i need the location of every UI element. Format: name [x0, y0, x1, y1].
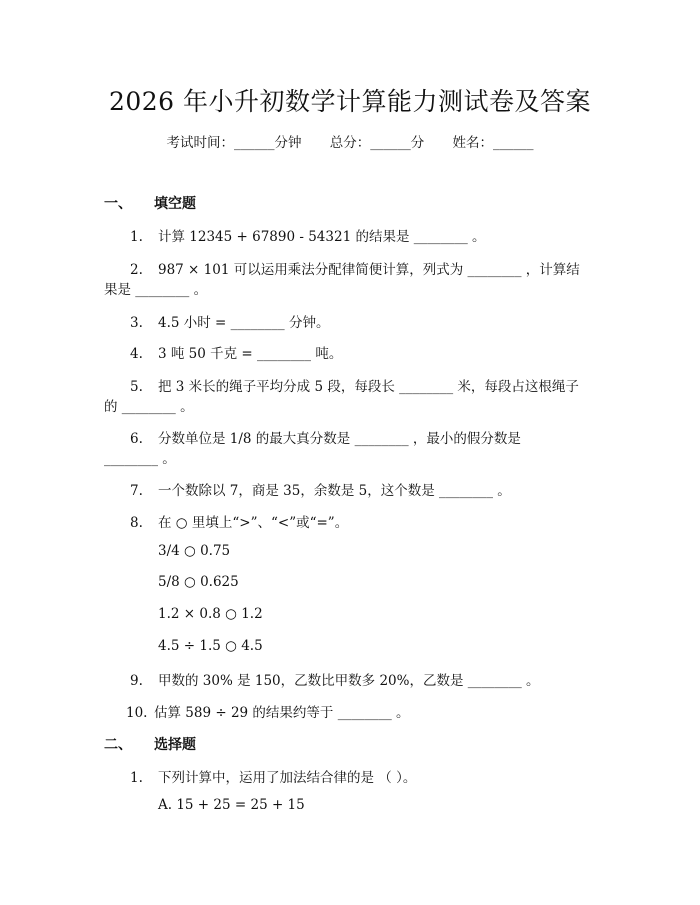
question-2: 2. 987 × 101 可以运用乘法分配律简便计算，列式为 ________ ，计算结	[130, 262, 580, 278]
question-7: 7. 一个数除以 7，商是 35，余数是 5，这个数是 ________ 。	[130, 483, 511, 499]
student-name: 姓名：______	[452, 135, 534, 151]
section-heading-choice	[104, 734, 196, 754]
exam-time: 考试时间：______分钟	[166, 135, 302, 151]
section-heading-fill	[104, 193, 196, 213]
question-6-cont: ________ 。	[104, 451, 176, 467]
question-1: 1. 计算 12345 + 67890 - 54321 的结果是 ________ 。	[130, 229, 486, 245]
question-4: 4. 3 吨 50 千克 = ________ 吨。	[130, 346, 343, 362]
question-10: 10. 估算 589 ÷ 29 的结果约等于 ________ 。	[126, 705, 410, 721]
exam-meta	[0, 131, 700, 151]
compare-item: 5/8 ○ 0.625	[158, 574, 239, 590]
question-8: 8. 在 ○ 里填上“>”、“<”或“=”。	[130, 515, 349, 531]
section-number: 一、	[104, 196, 132, 212]
section-number: 二、	[104, 737, 132, 753]
exam-score: 总分：______分	[329, 135, 425, 151]
question-3: 3. 4.5 小时 = ________ 分钟。	[130, 315, 330, 331]
page-title: 2026 年小升初数学计算能力测试卷及答案	[108, 87, 592, 116]
question-2-cont: 果是 ________ 。	[104, 282, 208, 298]
compare-item: 3/4 ○ 0.75	[158, 543, 231, 559]
compare-item: 1.2 × 0.8 ○ 1.2	[158, 606, 263, 622]
section-label: 填空题	[154, 196, 196, 212]
choice-question-1: 1. 下列计算中，运用了加法结合律的是 （ ）。	[130, 770, 417, 786]
compare-item: 4.5 ÷ 1.5 ○ 4.5	[158, 638, 263, 654]
question-5-cont: 的 ________ 。	[104, 399, 194, 415]
question-5: 5. 把 3 米长的绳子平均分成 5 段，每段长 ________ 米，每段占这根绳子	[130, 379, 579, 395]
choice-option-a: A. 15 + 25 = 25 + 15	[158, 797, 305, 813]
question-6: 6. 分数单位是 1/8 的最大真分数是 ________ ，最小的假分数是	[130, 431, 521, 447]
section-label: 选择题	[154, 737, 196, 753]
question-9: 9. 甲数的 30% 是 150，乙数比甲数多 20%，乙数是 ________ 。	[130, 673, 540, 689]
